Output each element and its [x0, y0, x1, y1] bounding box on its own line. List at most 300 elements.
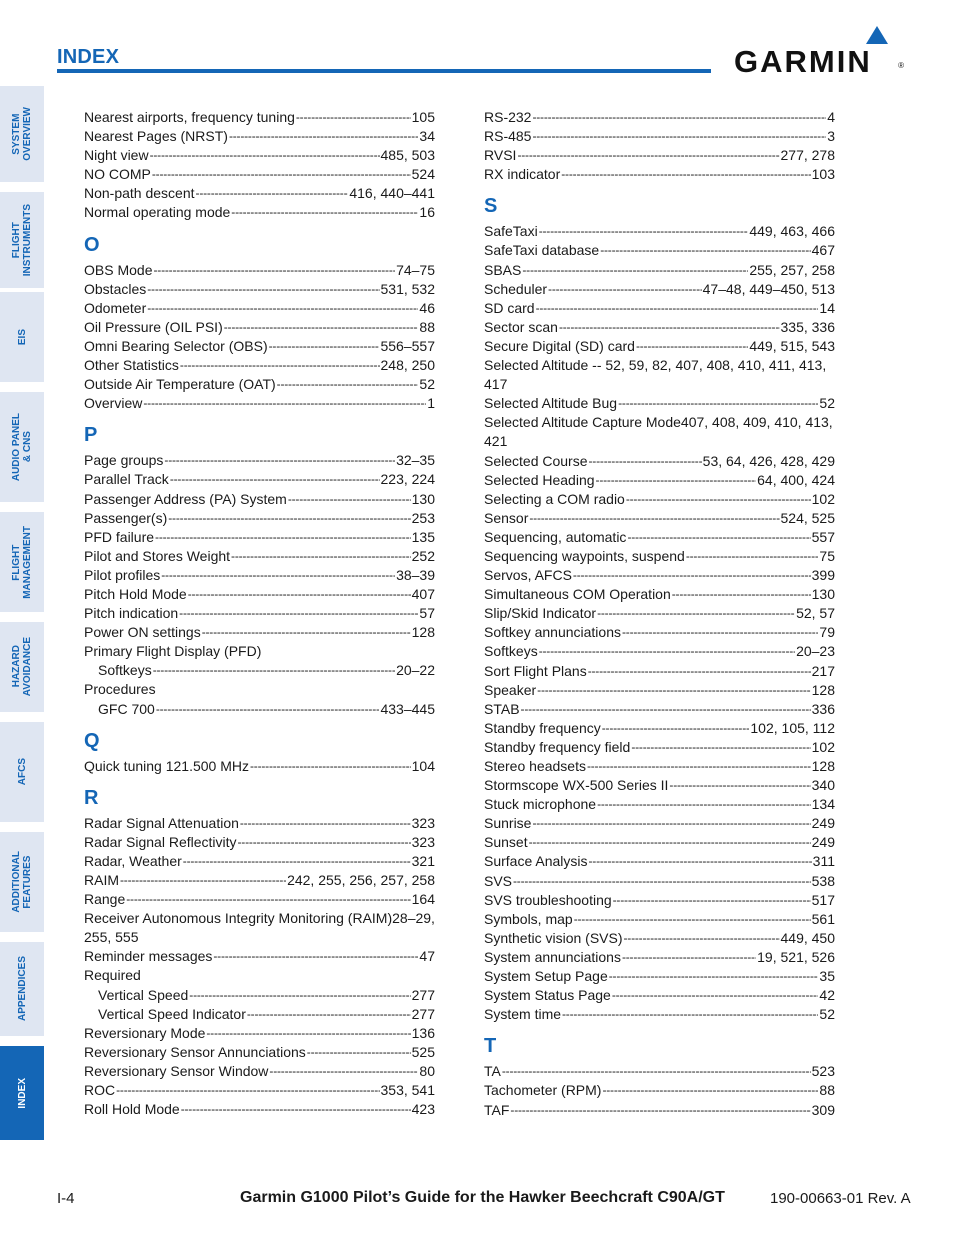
- index-entry: [84, 1081, 435, 1100]
- leader-dots: [539, 642, 795, 661]
- entry-term: Reversionary Sensor Window: [84, 1062, 269, 1079]
- entry-term: STAB: [484, 700, 520, 717]
- index-entry: [84, 318, 435, 337]
- leader-dots: [231, 547, 411, 566]
- entry-term: Softkeys: [484, 643, 538, 660]
- index-entry: [484, 222, 835, 241]
- entry-term: Stormscope WX-500 Series II: [484, 777, 669, 794]
- entry-pages: 557: [811, 528, 835, 545]
- leader-dots: [539, 222, 749, 241]
- entry-term: Softkeys: [98, 662, 152, 679]
- entry-term: Page groups: [84, 452, 164, 469]
- entry-pages: 42: [819, 987, 835, 1004]
- entry-pages: 4: [827, 109, 835, 125]
- leader-dots: [612, 986, 819, 1005]
- index-entry: [484, 814, 835, 833]
- entry-pages: 135: [411, 528, 435, 545]
- leader-dots: [618, 394, 818, 413]
- garmin-logo: [734, 26, 904, 79]
- index-heading: Procedures: [84, 681, 156, 698]
- leader-dots: [188, 585, 411, 604]
- leader-dots: [152, 165, 411, 184]
- index-entry: [84, 528, 435, 547]
- entry-pages: 103: [811, 166, 835, 183]
- leader-dots: [517, 146, 779, 165]
- entry-pages: 353, 541: [380, 1082, 435, 1099]
- document-number: 190-00663-01 Rev. A: [770, 1190, 911, 1207]
- entry-pages: 35: [819, 968, 835, 985]
- entry-pages: 130: [811, 586, 835, 603]
- index-entry: [484, 299, 835, 318]
- index-entry: [484, 719, 835, 738]
- entry-term: Synthetic vision (SVS): [484, 929, 623, 946]
- entry-term: Vertical Speed Indicator: [98, 1005, 246, 1022]
- entry-term: RS-485: [484, 128, 532, 145]
- entry-term: RVSI: [484, 147, 517, 164]
- leader-dots: [597, 604, 795, 623]
- index-entry: [484, 929, 835, 948]
- index-entry: [484, 662, 835, 681]
- entry-pages: 323: [411, 814, 435, 831]
- index-entry: [484, 910, 835, 929]
- logo-triangle-icon: [866, 26, 888, 44]
- leader-dots: [559, 318, 780, 337]
- tab-label: AFCS: [16, 758, 28, 786]
- entry-term: Normal operating mode: [84, 204, 231, 221]
- leader-dots: [596, 471, 757, 490]
- entry-term: GFC 700: [98, 700, 155, 717]
- leader-dots: [240, 814, 411, 833]
- leader-dots: [168, 509, 410, 528]
- entry-term: SD card: [484, 299, 535, 316]
- index-entry: [84, 890, 435, 909]
- entry-pages: 416, 440–441: [349, 185, 435, 202]
- entry-pages: 561: [811, 910, 835, 927]
- leader-dots: [183, 852, 411, 871]
- entry-term: Standby frequency: [484, 719, 601, 736]
- entry-pages: 242, 255, 256, 257, 258: [287, 872, 435, 888]
- entry-pages: 399: [811, 567, 835, 584]
- index-entry: [84, 604, 435, 623]
- tab-label: EIS: [16, 328, 28, 346]
- entry-term: OBS Mode: [84, 261, 153, 278]
- entry-term: Passenger Address (PA) System: [84, 490, 287, 507]
- leader-dots: [502, 1062, 811, 1081]
- entry-term: Non-path descent: [84, 185, 195, 202]
- leader-dots: [613, 891, 811, 910]
- entry-pages: 311: [812, 853, 835, 870]
- index-entry: [484, 452, 835, 471]
- index-entry: [484, 394, 835, 413]
- entry-term: Obstacles: [84, 280, 147, 297]
- entry-pages: 485, 503: [380, 147, 435, 164]
- index-entry: [84, 261, 435, 280]
- entry-term: Reversionary Mode: [84, 1024, 206, 1041]
- tab-eis[interactable]: [0, 292, 44, 382]
- index-entry: [84, 184, 435, 203]
- entry-pages: 136: [411, 1024, 435, 1041]
- index-entry: [484, 891, 835, 910]
- index-entry: [484, 566, 835, 585]
- leader-dots: [307, 1043, 411, 1062]
- leader-dots: [532, 814, 810, 833]
- entry-pages: 449, 450: [780, 929, 835, 946]
- tab-label: HAZARD AVOIDANCE: [11, 637, 33, 697]
- leader-dots: [120, 871, 286, 890]
- leader-dots: [229, 127, 418, 146]
- index-entry: [484, 852, 835, 871]
- entry-pages: 57: [419, 605, 435, 622]
- entry-pages: 53, 64, 426, 428, 429: [702, 452, 835, 469]
- leader-dots: [510, 1101, 810, 1120]
- index-heading: Selected Altitude Capture Mode407, 408, 409, 410, 413, 421: [484, 414, 833, 450]
- entry-pages: 16: [419, 204, 435, 221]
- entry-term: Roll Hold Mode: [84, 1101, 180, 1118]
- index-entry: [84, 947, 435, 966]
- entry-term: Outside Air Temperature (OAT): [84, 376, 276, 393]
- index-entry: [484, 165, 835, 184]
- tab-additional-features[interactable]: [0, 832, 44, 932]
- index-subentry: [84, 1005, 435, 1024]
- index-entry: [484, 490, 835, 509]
- entry-pages: 323: [411, 833, 435, 850]
- entry-term: Speaker: [484, 681, 537, 698]
- entry-term: Symbols, map: [484, 910, 573, 927]
- entry-term: Odometer: [84, 299, 147, 316]
- leader-dots: [147, 299, 418, 318]
- entry-pages: 249: [811, 834, 835, 851]
- entry-pages: 64, 400, 424: [757, 471, 835, 488]
- page-title: INDEX: [57, 46, 120, 68]
- entry-pages: 423: [411, 1101, 435, 1118]
- index-entry: [484, 585, 835, 604]
- entry-pages: 335, 336: [780, 318, 835, 335]
- index-entry: [484, 967, 835, 986]
- tab-label: FLIGHT INSTRUMENTS: [11, 203, 33, 277]
- entry-term: NO COMP: [84, 166, 151, 183]
- entry-pages: 79: [819, 624, 835, 641]
- leader-dots: [296, 108, 411, 127]
- index-entry: [84, 280, 435, 299]
- index-entry: [484, 795, 835, 814]
- leader-dots: [181, 1100, 411, 1119]
- index-entry: [484, 738, 835, 757]
- leader-dots: [269, 1062, 418, 1081]
- index-subentry: [84, 661, 435, 680]
- entry-term: Sort Flight Plans: [484, 662, 587, 679]
- tab-label: APPENDICES: [16, 956, 28, 1022]
- leader-dots: [250, 757, 411, 776]
- index-entry: [484, 986, 835, 1005]
- entry-term: Standby frequency field: [484, 738, 631, 755]
- leader-dots: [561, 165, 810, 184]
- tab-label: AUDIO PANEL & CNS: [11, 412, 33, 482]
- leader-dots: [589, 852, 812, 871]
- leader-dots: [161, 566, 395, 585]
- entry-term: Tachometer (RPM): [484, 1082, 602, 1099]
- entry-pages: 80: [419, 1062, 435, 1079]
- index-entry: [84, 757, 435, 776]
- entry-pages: 467: [811, 242, 835, 259]
- index-entry: [484, 757, 835, 776]
- tab-index[interactable]: [0, 1046, 44, 1140]
- entry-term: Nearest airports, frequency tuning: [84, 109, 295, 125]
- index-entry: [84, 1043, 435, 1062]
- index-entry: [484, 1005, 835, 1024]
- index-entry: [84, 146, 435, 165]
- leader-dots: [562, 1005, 818, 1024]
- entry-pages: 34: [419, 128, 435, 145]
- leader-dots: [602, 719, 750, 738]
- leader-dots: [150, 146, 380, 165]
- entry-pages: 52, 57: [796, 605, 835, 622]
- entry-term: Sequencing, automatic: [484, 528, 627, 545]
- entry-term: ROC: [84, 1082, 116, 1099]
- leader-dots: [588, 662, 811, 681]
- leader-dots: [532, 127, 826, 146]
- entry-pages: 52: [419, 376, 435, 393]
- entry-term: Scheduler: [484, 280, 548, 297]
- registered-mark-icon: ®: [898, 61, 904, 70]
- index-entry: [484, 337, 835, 356]
- index-entry: [84, 547, 435, 566]
- entry-pages: 128: [811, 758, 835, 774]
- entry-pages: 524: [411, 166, 435, 183]
- entry-term: Slip/Skid Indicator: [484, 605, 597, 622]
- index-entry: [84, 1024, 435, 1043]
- section-letter: P: [84, 424, 98, 447]
- index-entry: [84, 203, 435, 222]
- entry-term: RAIM: [84, 872, 119, 888]
- leader-dots: [548, 280, 702, 299]
- leader-dots: [224, 318, 419, 337]
- entry-term: Radar Signal Reflectivity: [84, 833, 237, 850]
- tab-label: SYSTEM OVERVIEW: [11, 107, 33, 161]
- entry-term: Pilot profiles: [84, 566, 161, 583]
- entry-term: System Setup Page: [484, 968, 608, 985]
- entry-term: Sensor: [484, 509, 529, 526]
- entry-term: Radar Signal Attenuation: [84, 814, 239, 831]
- index-entry: [84, 623, 435, 642]
- entry-pages: 38–39: [396, 566, 435, 583]
- entry-term: Pitch Hold Mode: [84, 585, 187, 602]
- leader-dots: [247, 1005, 411, 1024]
- leader-dots: [206, 1024, 410, 1043]
- entry-pages: 52: [819, 1006, 835, 1023]
- index-entry: [84, 871, 435, 890]
- document-title: Garmin G1000 Pilot’s Guide for the Hawker Beechcraft C90A/GT: [240, 1189, 725, 1206]
- entry-pages: 52: [819, 395, 835, 412]
- leader-dots: [686, 547, 819, 566]
- entry-pages: 102: [811, 738, 835, 755]
- entry-term: Reversionary Sensor Annunciations: [84, 1043, 306, 1060]
- entry-term: Overview: [84, 395, 143, 412]
- index-entry: [84, 1062, 435, 1081]
- index-entry: [484, 127, 835, 146]
- entry-pages: 88: [819, 1082, 835, 1099]
- tab-flight-management[interactable]: [0, 512, 44, 612]
- entry-pages: 20–23: [796, 643, 835, 660]
- entry-pages: 525: [411, 1043, 435, 1060]
- leader-dots: [529, 833, 811, 852]
- index-entry: [84, 165, 435, 184]
- entry-term: SafeTaxi: [484, 223, 538, 240]
- entry-term: Secure Digital (SD) card: [484, 337, 635, 354]
- entry-pages: 407: [411, 585, 435, 602]
- index-entry: [84, 108, 435, 127]
- leader-dots: [636, 337, 748, 356]
- entry-term: System time: [484, 1006, 562, 1023]
- tab-label: ADDITIONAL FEATURES: [11, 851, 33, 913]
- entry-term: System Status Page: [484, 987, 611, 1004]
- index-entry: [84, 375, 435, 394]
- entry-term: Selected Course: [484, 452, 588, 469]
- leader-dots: [170, 470, 380, 489]
- leader-dots: [597, 795, 811, 814]
- leader-dots: [536, 299, 819, 318]
- leader-dots: [600, 241, 810, 260]
- entry-term: Quick tuning 121.500 MHz: [84, 757, 249, 774]
- index-entry: [484, 681, 835, 700]
- entry-pages: 531, 532: [380, 280, 435, 297]
- entry-term: PFD failure: [84, 528, 155, 545]
- index-entry: [484, 280, 835, 299]
- index-entry: [484, 1081, 835, 1100]
- tab-hazard-avoidance[interactable]: [0, 622, 44, 712]
- tab-audio-panel-cns[interactable]: [0, 392, 44, 502]
- entry-pages: 104: [411, 757, 435, 774]
- section-letter: T: [484, 1035, 497, 1058]
- entry-pages: 102: [811, 490, 835, 507]
- entry-pages: 340: [811, 777, 835, 794]
- entry-pages: 249: [811, 815, 835, 832]
- entry-term: Other Statistics: [84, 357, 179, 374]
- index-entry: [484, 261, 835, 280]
- entry-term: Night view: [84, 147, 149, 164]
- index-entry: [484, 471, 835, 490]
- index-entry: [84, 337, 435, 356]
- entry-pages: 32–35: [396, 452, 435, 469]
- index-entry: [484, 528, 835, 547]
- leader-dots: [602, 1081, 818, 1100]
- index-column-left: [84, 108, 435, 1119]
- leader-dots: [164, 451, 395, 470]
- index-heading: Required: [84, 967, 141, 984]
- entry-pages: 130: [411, 490, 435, 507]
- entry-pages: 517: [811, 891, 835, 908]
- entry-term: Sunset: [484, 834, 528, 851]
- entry-pages: 524, 525: [780, 509, 835, 526]
- leader-dots: [238, 833, 411, 852]
- entry-term: SVS troubleshooting: [484, 891, 612, 908]
- entry-term: Selected Heading: [484, 471, 595, 488]
- leader-dots: [156, 700, 380, 719]
- leader-dots: [126, 890, 410, 909]
- index-entry: [484, 318, 835, 337]
- leader-dots: [196, 184, 349, 203]
- index-entry: [484, 776, 835, 795]
- entry-pages: 277: [411, 986, 435, 1003]
- section-letter: R: [84, 786, 99, 809]
- entry-term: TAF: [484, 1101, 510, 1118]
- entry-term: SBAS: [484, 261, 522, 278]
- entry-pages: 223, 224: [380, 471, 435, 488]
- leader-dots: [277, 375, 419, 394]
- entry-pages: 20–22: [396, 662, 435, 679]
- entry-pages: 3: [827, 128, 835, 145]
- entry-pages: 336: [811, 700, 835, 717]
- tab-appendices[interactable]: [0, 942, 44, 1036]
- leader-dots: [521, 700, 811, 719]
- index-entry: [484, 872, 835, 891]
- index-entry: [84, 1100, 435, 1119]
- index-entry: [84, 852, 435, 871]
- leader-dots: [155, 528, 411, 547]
- entry-term: Passenger(s): [84, 509, 168, 526]
- tab-system-overview[interactable]: [0, 86, 44, 182]
- leader-dots: [529, 509, 779, 528]
- index-entry: [84, 509, 435, 528]
- tab-afcs[interactable]: [0, 722, 44, 822]
- index-entry: [84, 394, 435, 413]
- leader-dots: [202, 623, 411, 642]
- index-entry: [484, 1101, 835, 1120]
- entry-pages: 46: [419, 299, 435, 316]
- index-entry: [84, 470, 435, 489]
- entry-term: SVS: [484, 872, 513, 889]
- section-letter: O: [84, 233, 100, 256]
- entry-term: Omni Bearing Selector (OBS): [84, 337, 268, 354]
- entry-term: Parallel Track: [84, 471, 169, 488]
- index-entry: [484, 623, 835, 642]
- entry-term: Selecting a COM radio: [484, 490, 625, 507]
- entry-pages: 277, 278: [780, 147, 835, 164]
- entry-pages: 88: [419, 318, 435, 335]
- leader-dots: [231, 203, 418, 222]
- entry-pages: 253: [411, 509, 435, 526]
- entry-term: Pilot and Stores Weight: [84, 547, 231, 564]
- index-entry: [84, 585, 435, 604]
- index-entry: [484, 509, 835, 528]
- leader-dots: [573, 566, 811, 585]
- entry-term: Servos, AFCS: [484, 567, 572, 584]
- leader-dots: [574, 910, 811, 929]
- index-entry: [84, 451, 435, 470]
- index-column-right: [484, 108, 835, 1120]
- leader-dots: [626, 490, 811, 509]
- entry-pages: 248, 250: [380, 357, 435, 374]
- leader-dots: [622, 948, 756, 967]
- entry-pages: 277: [411, 1005, 435, 1022]
- entry-term: Softkey annunciations: [484, 624, 621, 641]
- page-number: I-4: [57, 1190, 75, 1207]
- entry-term: Power ON settings: [84, 624, 201, 641]
- leader-dots: [589, 452, 702, 471]
- tab-flight-instruments[interactable]: [0, 192, 44, 288]
- entry-term: Range: [84, 891, 126, 908]
- entry-pages: 321: [411, 852, 435, 869]
- leader-dots: [213, 947, 418, 966]
- index-subentry: [84, 700, 435, 719]
- leader-dots: [672, 585, 811, 604]
- leader-dots: [627, 528, 810, 547]
- entry-pages: 449, 515, 543: [749, 337, 835, 354]
- entry-pages: 1: [427, 395, 435, 412]
- entry-pages: 217: [811, 662, 835, 679]
- index-heading: Primary Flight Display (PFD): [84, 643, 262, 660]
- index-entry: [484, 108, 835, 127]
- index-entry: [484, 547, 835, 566]
